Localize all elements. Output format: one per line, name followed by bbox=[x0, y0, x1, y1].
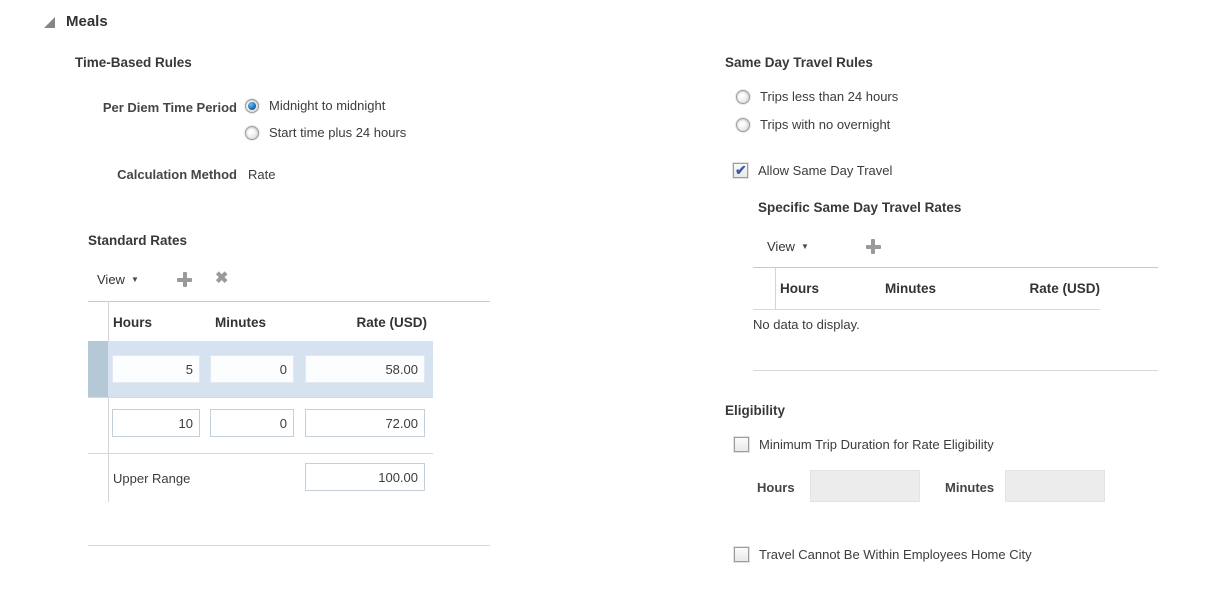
radio-label-trips-less-24: Trips less than 24 hours bbox=[760, 89, 899, 104]
rate-input[interactable] bbox=[305, 409, 425, 437]
allow-same-day-travel-label: Allow Same Day Travel bbox=[758, 163, 893, 178]
specific-rates-table bbox=[753, 267, 1158, 337]
upper-range-label: Upper Range bbox=[113, 471, 191, 486]
row-divider bbox=[88, 453, 433, 454]
column-header-rate[interactable]: Rate (USD) bbox=[1029, 281, 1100, 296]
home-city-checkbox[interactable] bbox=[734, 547, 749, 562]
allow-same-day-travel-checkbox[interactable] bbox=[733, 163, 748, 178]
radio-icon-trips-less-24[interactable] bbox=[736, 90, 750, 104]
minimum-trip-duration-label: Minimum Trip Duration for Rate Eligibility bbox=[759, 437, 994, 452]
right-section-divider bbox=[753, 370, 1158, 371]
delete-row-button[interactable]: ✖ bbox=[215, 270, 229, 287]
selector-column-border bbox=[775, 267, 776, 309]
eligibility-hours-label: Hours bbox=[757, 480, 795, 495]
radio-icon-midnight[interactable] bbox=[245, 99, 259, 113]
chevron-down-icon: ▼ bbox=[130, 274, 139, 284]
minimum-trip-duration-option[interactable] bbox=[734, 437, 994, 452]
column-header-minutes[interactable]: Minutes bbox=[885, 281, 937, 296]
allow-same-day-travel-option[interactable] bbox=[733, 163, 892, 178]
eligibility-title: Eligibility bbox=[725, 403, 786, 418]
table-top-border bbox=[753, 267, 1158, 268]
time-based-rules-title: Time-Based Rules bbox=[75, 55, 192, 70]
upper-range-rate-input[interactable] bbox=[305, 463, 425, 491]
standard-rates-view-menu[interactable] bbox=[97, 272, 139, 287]
rate-input[interactable] bbox=[305, 355, 425, 383]
add-row-button[interactable] bbox=[177, 272, 192, 287]
table-row[interactable] bbox=[88, 398, 433, 453]
upper-range-row[interactable] bbox=[88, 455, 433, 502]
home-city-label: Travel Cannot Be Within Employees Home City bbox=[759, 547, 1032, 562]
home-city-option[interactable] bbox=[734, 547, 1032, 562]
row-selector-cell[interactable] bbox=[88, 341, 108, 397]
radio-label-no-overnight: Trips with no overnight bbox=[760, 117, 891, 132]
eligibility-minutes-label: Minutes bbox=[945, 480, 995, 495]
meals-section-header[interactable] bbox=[44, 13, 108, 30]
eligibility-minutes-input[interactable] bbox=[1005, 470, 1105, 502]
minimum-trip-duration-checkbox[interactable] bbox=[734, 437, 749, 452]
header-bottom-border bbox=[753, 309, 1100, 310]
meals-section-title: Meals bbox=[66, 13, 108, 30]
standard-rates-table bbox=[88, 301, 490, 502]
hours-input[interactable] bbox=[112, 355, 200, 383]
column-header-rate[interactable]: Rate (USD) bbox=[356, 315, 427, 330]
empty-table-message: No data to display. bbox=[753, 317, 860, 332]
radio-option-start-time[interactable] bbox=[245, 125, 406, 140]
per-diem-time-period-label: Per Diem Time Period bbox=[102, 100, 237, 115]
radio-option-no-overnight[interactable] bbox=[736, 117, 890, 132]
hours-input[interactable] bbox=[112, 409, 200, 437]
chevron-down-icon: ▼ bbox=[800, 241, 809, 251]
view-menu-label: View bbox=[767, 239, 795, 254]
radio-option-midnight[interactable] bbox=[245, 98, 385, 113]
minutes-input[interactable] bbox=[210, 409, 294, 437]
column-header-minutes[interactable]: Minutes bbox=[215, 315, 267, 330]
standard-rates-title: Standard Rates bbox=[88, 233, 188, 248]
same-day-travel-rules-title: Same Day Travel Rules bbox=[725, 55, 873, 70]
table-top-border bbox=[88, 301, 490, 302]
view-menu-label: View bbox=[97, 272, 125, 287]
radio-label-start-time: Start time plus 24 hours bbox=[269, 125, 407, 140]
radio-label-midnight: Midnight to midnight bbox=[269, 98, 386, 113]
specific-same-day-rates-title: Specific Same Day Travel Rates bbox=[758, 200, 962, 215]
minutes-input[interactable] bbox=[210, 355, 294, 383]
column-header-hours[interactable]: Hours bbox=[780, 281, 820, 296]
column-header-hours[interactable]: Hours bbox=[113, 315, 153, 330]
radio-icon-no-overnight[interactable] bbox=[736, 118, 750, 132]
calculation-method-label: Calculation Method bbox=[117, 167, 237, 182]
radio-option-trips-less-24[interactable] bbox=[736, 89, 898, 104]
eligibility-hours-input[interactable] bbox=[810, 470, 920, 502]
add-row-button[interactable] bbox=[866, 239, 881, 254]
left-section-divider bbox=[88, 545, 490, 546]
calculation-method-value: Rate bbox=[248, 167, 276, 182]
collapse-triangle-icon[interactable] bbox=[44, 17, 55, 28]
table-row[interactable] bbox=[88, 341, 433, 397]
radio-icon-start-time[interactable] bbox=[245, 126, 259, 140]
specific-rates-view-menu[interactable] bbox=[767, 239, 809, 254]
